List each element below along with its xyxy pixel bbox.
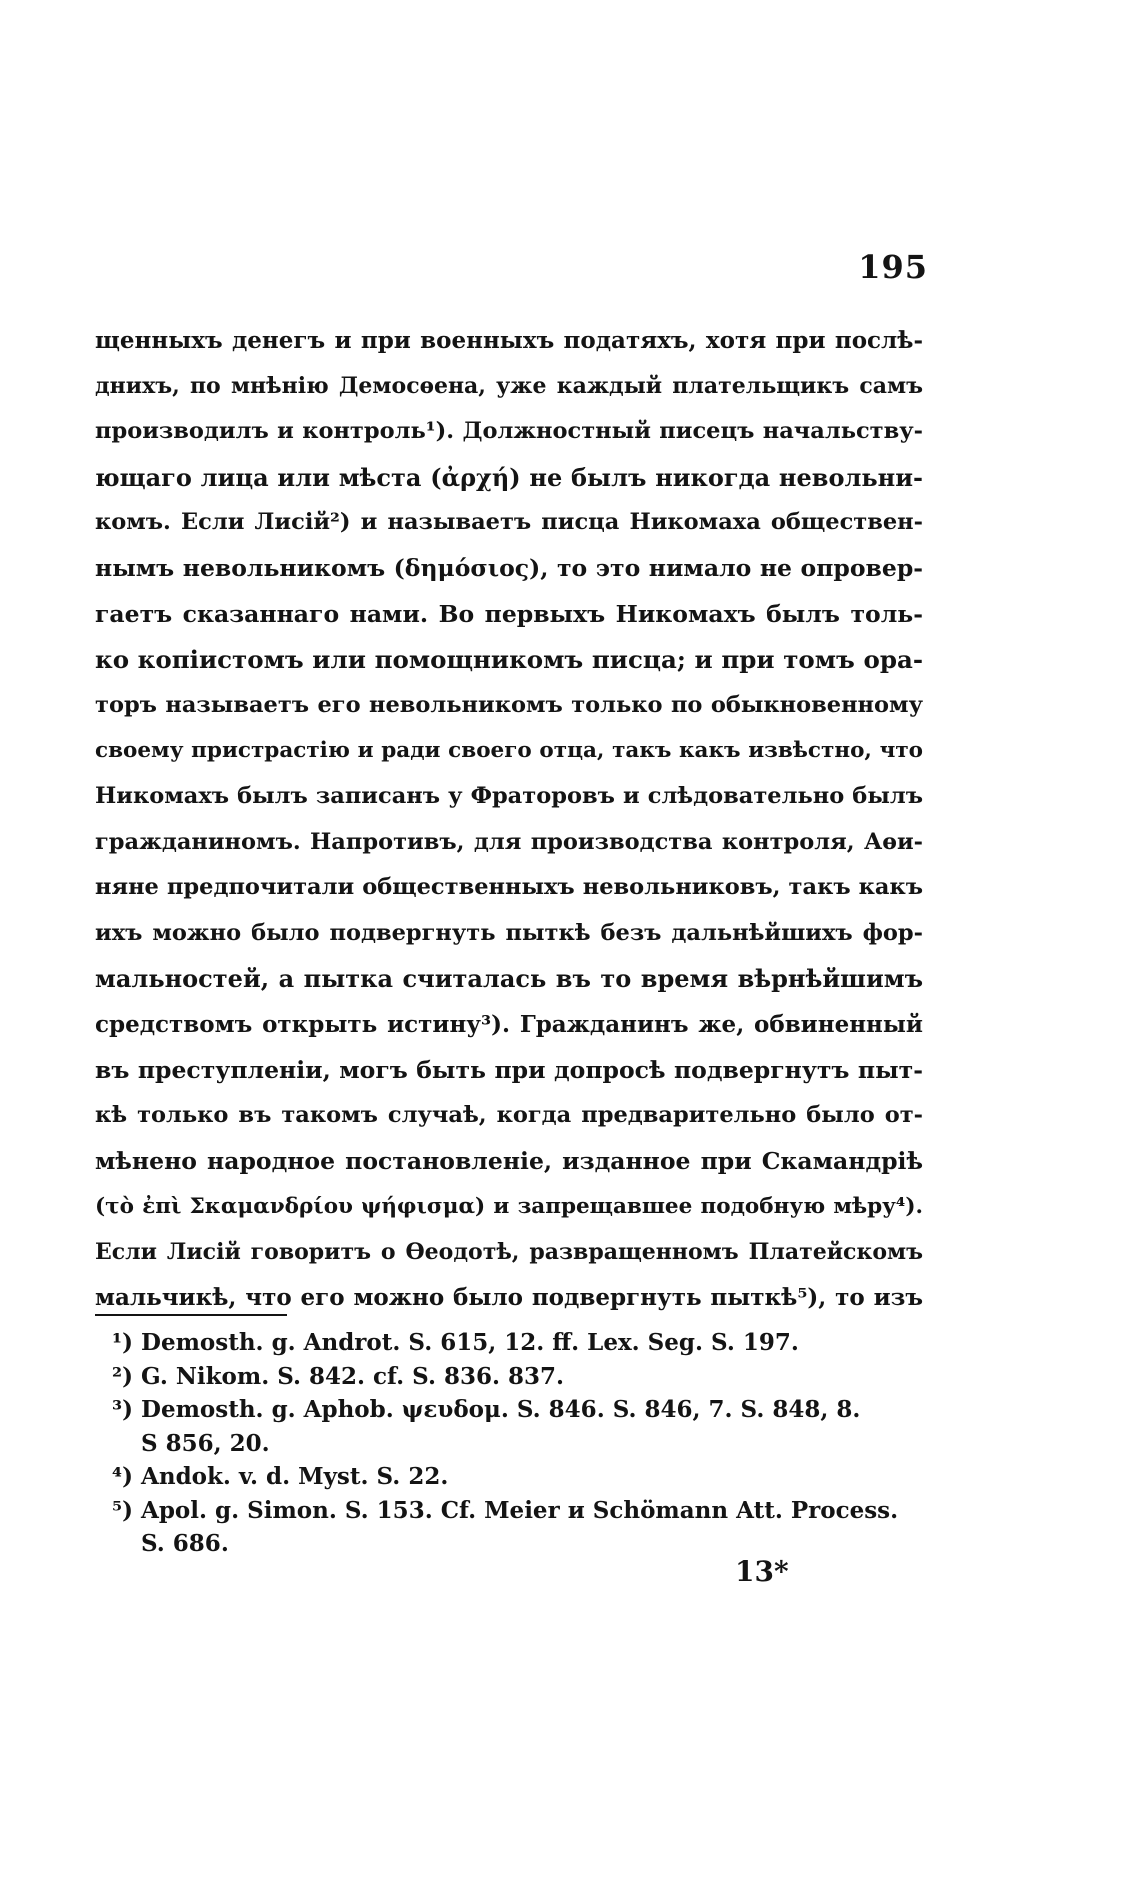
text-line: ющаго лица или мѣста (ἀρχή) не былъ никогда невольни- <box>95 462 923 492</box>
footnote-mark: ³) <box>112 1396 133 1423</box>
text-line: гражданиномъ. Напротивъ, для производства контроля, Аѳи- <box>95 828 923 855</box>
footnote-text: Demosth. g. Androt. S. 615, 12. ff. Lex. Seg. S. 197. <box>141 1329 799 1356</box>
footnote <box>95 1494 925 1561</box>
footnote-text: G. Nikom. S. 842. cf. S. 836. 837. <box>141 1362 564 1390</box>
footnotes <box>95 1326 925 1561</box>
footnote-mark: ²) <box>112 1362 133 1390</box>
page-number: 195 <box>858 248 928 286</box>
text-line: ко копіистомъ или помощникомъ писца; и при томъ ора- <box>95 645 923 675</box>
footnote <box>95 1460 925 1494</box>
text-line: гаетъ сказаннаго нами. Во первыхъ Никомахъ былъ толь- <box>95 599 923 628</box>
text-line: Никомахъ былъ записанъ у Фраторовъ и слѣдовательно былъ <box>95 782 923 809</box>
text-line: днихъ, по мнѣнію Демосѳена, уже каждый плательщикъ самъ <box>95 372 923 399</box>
text-line: своему пристрастію и ради своего отца, такъ какъ извѣстно, что <box>95 738 923 764</box>
footnote <box>95 1360 925 1394</box>
text-line: производилъ и контроль¹). Должностный писецъ начальству- <box>95 418 923 445</box>
text-line: комъ. Если Лисій²) и называетъ писца Никомаха обществен- <box>95 509 923 536</box>
text-line: торъ называетъ его невольникомъ только по обыкновенному <box>95 691 923 718</box>
text-line: кѣ только въ такомъ случаѣ, когда предварительно было от- <box>95 1102 923 1129</box>
text-line: ихъ можно было подвергнуть пыткѣ безъ дальнѣйшихъ фор- <box>95 919 923 946</box>
text-line: няне предпочитали общественныхъ невольниковъ, такъ какъ <box>95 874 923 901</box>
footnote-text: Apol. g. Simon. S. 153. Cf. Meier и Schömann Att. Process. S. 686. <box>141 1496 899 1557</box>
text-line: нымъ невольникомъ (δημόσιος), то это нимало не опровер- <box>95 553 923 582</box>
text-line: средствомъ открыть истину³). Гражданинъ же, обвиненный <box>95 1010 923 1038</box>
footnote-mark: ¹) <box>112 1329 133 1356</box>
footnote <box>95 1393 925 1460</box>
printer-signature: 13* <box>735 1555 789 1588</box>
footnote-divider <box>95 1314 287 1316</box>
text-line: въ преступленіи, могъ быть при допросѣ подвергнутъ пыт- <box>95 1055 923 1084</box>
footnote <box>95 1326 925 1360</box>
footnote-mark: ⁴) <box>112 1463 133 1490</box>
text-line: мальностей, а пытка считалась въ то время вѣрнѣйшимъ <box>95 964 923 994</box>
text-line: щенныхъ денегъ и при военныхъ податяхъ, хотя при послѣ- <box>95 327 923 354</box>
footnote-text: Andok. v. d. Myst. S. 22. <box>141 1463 449 1490</box>
text-line: Если Лисій говоритъ о Ѳеодотѣ, развращенномъ Платейскомъ <box>95 1238 923 1265</box>
text-line: мальчикѣ, что его можно было подвергнуть пыткѣ⁵), то изъ <box>95 1284 923 1312</box>
footnote-mark: ⁵) <box>112 1496 133 1524</box>
footnote-text: Demosth. g. Aphob. ψευδομ. S. 846. S. 846, 7. S. 848, 8. S 856, 20. <box>141 1396 861 1457</box>
text-line: (τὸ ἐπὶ Σκαμανδρίου ψήφισμα) и запрещавшее подобную мѣру⁴). <box>95 1194 923 1220</box>
text-line: мѣнено народное постановленіе, изданное при Скамандріѣ <box>95 1146 923 1175</box>
body-text <box>95 318 923 1321</box>
